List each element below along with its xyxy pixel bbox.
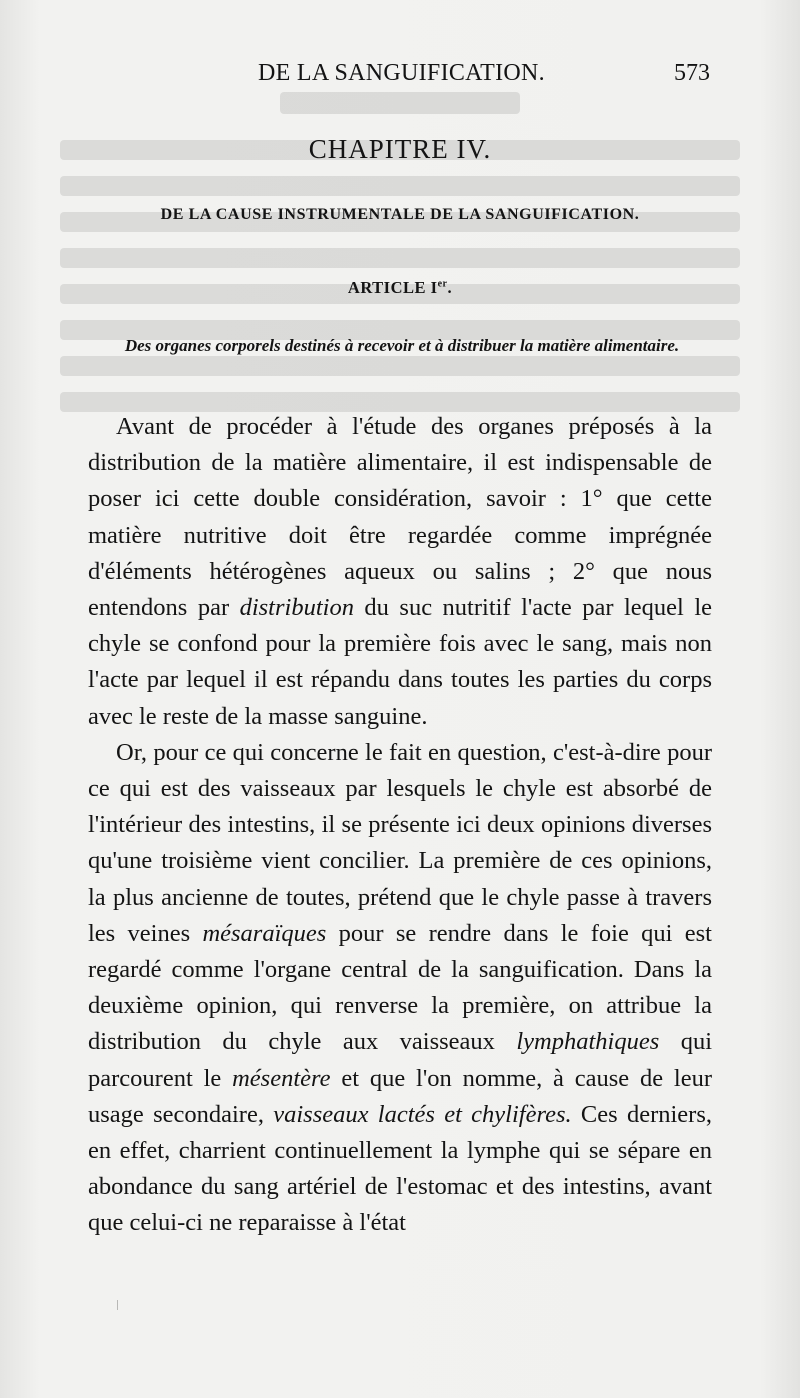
paragraph-distribution [88,409,712,735]
running-title: DE LA SANGUIFICATION. [258,60,545,86]
page-number: 573 [674,60,710,86]
body-text [88,409,712,1242]
chapter-subtitle: DE LA CAUSE INSTRUMENTALE DE LA SANGUIFICATION. [160,206,640,223]
article-heading-period: . [447,278,453,297]
paragraph-1-text-b: du suc nutritif l'acte par lequel le chyle se confond pour la première fois avec le sang, mais non l'acte par lequel il est répandu dans toutes les parties du corps avec le reste de la masse sanguine. [88,594,713,730]
term-mesentere: mésentère [232,1064,331,1092]
paragraph-1-text-a: Avant de procéder à l'étude des organes préposés à la distribution de la matière alimentaire, il est indispensable de poser ici cette double considération, savoir : 1° que cette matière nutritive doit être regardée comme imprégnée d'éléments hétérogènes aqueux ou salins ; 2° que nous entendons par [88,413,712,622]
chapter-title: CHAPITRE IV. [308,134,492,164]
paragraph-2-text-a: Or, pour ce qui concerne le fait en question, c'est-à-dire pour ce qui est des vaisseaux par lesquels le chyle est absorbé de l'intérieur des intestins, il se présente ici deux opinions diverses qu'une troisième vient concilier. La première de ces opinions, la plus ancienne de toutes, prétend que le chyle passe à travers les veines [88,738,712,947]
paragraph-2-text-d: et que l'on nomme, à cause de leur usage secondaire, [88,1064,713,1128]
paper-mark [117,1300,118,1310]
article-heading-superscript: er [437,278,448,290]
running-header [88,60,716,94]
paragraph-2-text-b: pour se rendre dans le foie qui est regardé comme l'organe central de la sanguification. Dans la deuxième opinion, qui renverse la première, on attribue la distribution du chyle aux vaisseaux [88,919,712,1056]
term-vaisseaux-lactes: vaisseaux lactés et chylifères. [273,1100,572,1128]
paragraph-2-text-c: qui parcourent le [88,1028,712,1092]
term-lymphathiques: lymphathiques [516,1028,660,1056]
article-heading-main: ARTICLE I [347,278,438,297]
term-distribution: distribution [239,594,354,622]
article-caption: Des organes corporels destinés à recevoir et à distribuer la matière alimentaire. [124,336,680,355]
term-mesaraiques: mésaraïques [202,919,327,947]
paragraph-2-text-e: Ces derniers, en effet, charrient continuellement la lymphe qui se sépare en abondance du sang artériel de l'estomac et des intestins, avant que celui-ci ne reparaisse à l'état [88,1100,712,1237]
paragraph-opinions [88,735,712,1242]
article-heading [0,278,800,298]
